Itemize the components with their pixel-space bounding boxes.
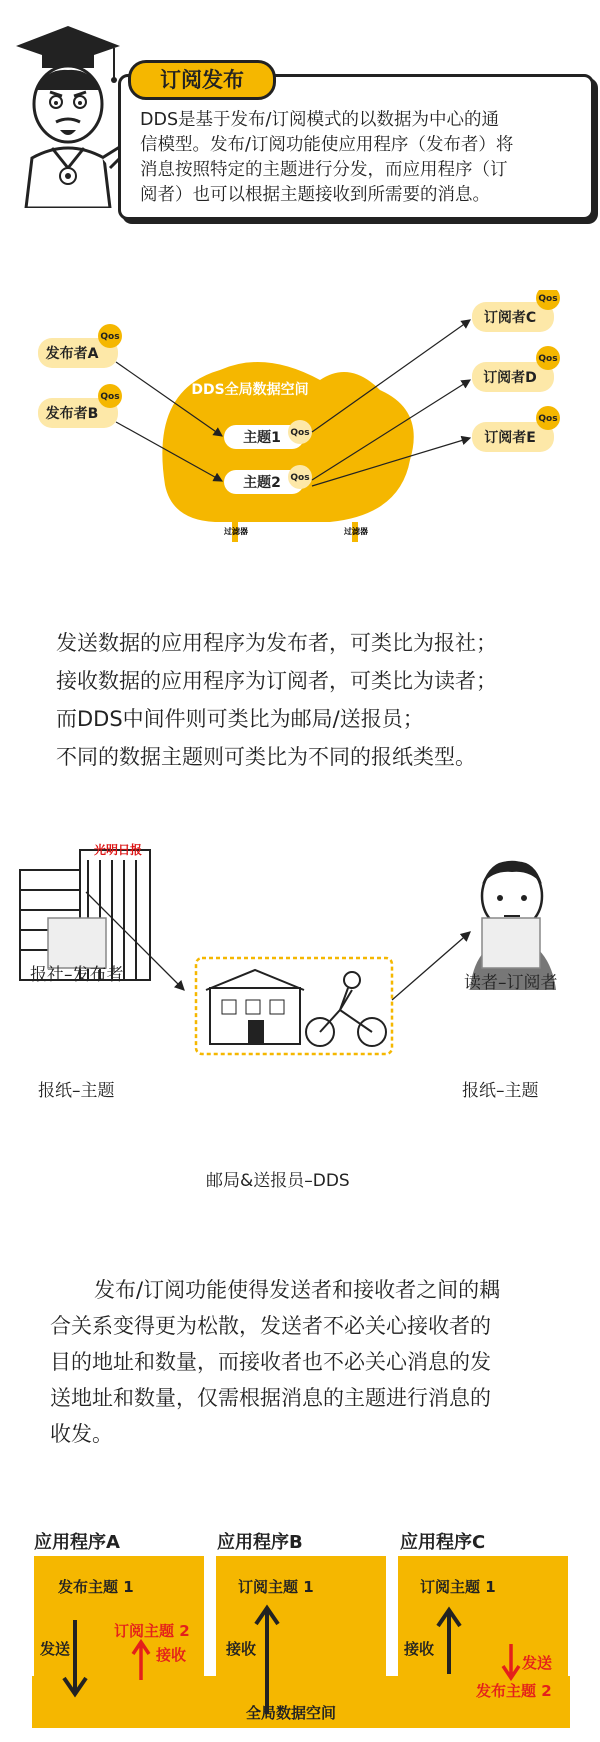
intro-text <box>140 108 578 208</box>
topic-1: 主题1 <box>243 430 281 446</box>
reader-label: 读者–订阅者 <box>464 973 558 993</box>
arrow-up-icon <box>434 1604 464 1676</box>
app-a-send: 发送 <box>40 1640 71 1658</box>
analogy-line: 而DDS中间件则可类比为邮局/送报员； <box>56 707 424 731</box>
publisher-a: 发布者A <box>45 346 99 362</box>
subscriber-c: 订阅者C <box>483 310 537 326</box>
space-label: DDS全局数据空间 <box>191 382 309 398</box>
arrow-down-icon <box>60 1616 90 1702</box>
decoupling-line: 送地址和数量，仅需根据消息的主题进行消息的 <box>50 1386 491 1410</box>
subscriber-d: 订阅者D <box>483 370 537 386</box>
subscriber-e: 订阅者E <box>484 430 536 446</box>
analogy-line: 发送数据的应用程序为发布者，可类比为报社； <box>56 631 497 655</box>
intro-line: 消息按照特定的主题进行分发，而应用程序（订 <box>140 160 508 180</box>
mascot-illustration <box>6 8 126 208</box>
arrow-down-icon <box>500 1642 522 1682</box>
svg-text:Qos: Qos <box>290 473 310 483</box>
svg-text:Qos: Qos <box>290 428 310 438</box>
press-analogy-diagram <box>0 840 600 1200</box>
app-a-subscribe: 订阅主题 2 <box>114 1622 190 1640</box>
svg-text:Qos: Qos <box>538 294 558 304</box>
app-c-subscribe: 订阅主题 1 <box>420 1578 496 1596</box>
arrow-up-icon <box>252 1602 282 1716</box>
analogy-text <box>56 624 576 776</box>
dds-space-diagram <box>0 290 600 570</box>
newspaper-icon <box>482 918 540 968</box>
analogy-line: 接收数据的应用程序为订阅者，可类比为读者； <box>56 669 497 693</box>
decoupling-line: 收发。 <box>50 1422 113 1446</box>
svg-text:Qos: Qos <box>100 332 120 342</box>
filter-label: 过滤器 <box>224 527 248 536</box>
app-c-publish: 发布主题 2 <box>476 1682 552 1700</box>
app-c-send: 发送 <box>522 1654 553 1672</box>
filter-label: 过滤器 <box>344 527 368 536</box>
intro-title: 订阅发布 <box>128 60 276 100</box>
svg-text:Qos: Qos <box>538 414 558 424</box>
post-label: 邮局&送报员–DDS <box>206 1171 350 1191</box>
decoupling-line: 合关系变得更为松散，发送者不必关心接收者的 <box>50 1314 491 1338</box>
app-c-label: 应用程序C <box>400 1532 486 1553</box>
svg-text:Qos: Qos <box>100 392 120 402</box>
svg-text:Qos: Qos <box>538 354 558 364</box>
paper-left-label: 报纸–主题 <box>38 1081 115 1101</box>
intro-line: 信模型。发布/订阅功能使应用程序（发布者）将 <box>140 135 514 155</box>
apps-diagram <box>0 1520 600 1742</box>
global-space-label: 全局数据空间 <box>246 1704 337 1722</box>
app-a-receive: 接收 <box>156 1646 187 1664</box>
app-b-label: 应用程序B <box>217 1532 303 1553</box>
decoupling-line: 目的地址和数量，而接收者也不必关心消息的发 <box>50 1350 491 1374</box>
topic-2: 主题2 <box>243 475 281 491</box>
intro-line: DDS是基于发布/订阅模式的以数据为中心的通 <box>140 110 499 130</box>
paper-right-label: 报纸–主题 <box>462 1081 539 1101</box>
app-b-subscribe: 订阅主题 1 <box>238 1578 314 1596</box>
svg-text:光明日报: 光明日报 <box>93 843 143 857</box>
app-a-publish: 发布主题 1 <box>58 1578 134 1596</box>
app-a-label: 应用程序A <box>34 1532 120 1553</box>
publisher-b: 发布者B <box>45 406 99 422</box>
press-label: 报社–发布者 <box>30 965 124 985</box>
decoupling-text <box>50 1272 570 1452</box>
arrow-up-icon <box>130 1638 152 1682</box>
intro-line: 阅者）也可以根据主题接收到所需要的消息。 <box>140 185 490 205</box>
decoupling-line: 发布/订阅功能使得发送者和接收者之间的耦 <box>94 1278 501 1302</box>
analogy-line: 不同的数据主题则可类比为不同的报纸类型。 <box>56 745 476 769</box>
app-c-receive: 接收 <box>404 1640 435 1658</box>
app-b-receive: 接收 <box>226 1640 257 1658</box>
